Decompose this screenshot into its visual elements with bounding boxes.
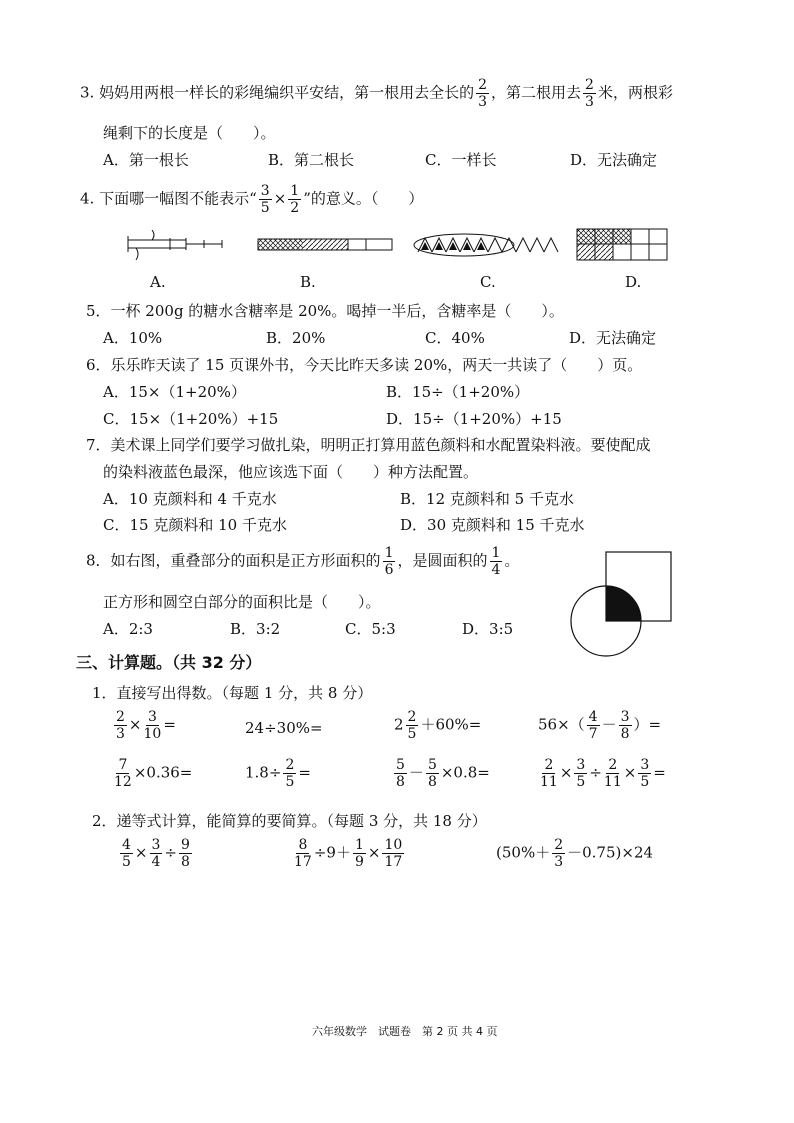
q3-line1: 3. 妈妈用两根一样长的彩绳编织平安结，第一根用去全长的 $\frac{2}{3}$ ，第二根用去 $\frac{2}{3}$ 米，两根彩: [80, 77, 673, 110]
figure-label-b: B.: [300, 273, 316, 291]
q4-line1: 4. 下面哪一幅图不能表示“ $\frac{3}{5}$ × $\frac{1}{2}$ ”的意义。（ ）: [80, 183, 424, 216]
q6-text: 6．乐乐昨天读了 15 页课外书，今天比昨天多读 20%，两天一共读了（ ）页。: [86, 356, 643, 374]
figure-d-grid: [576, 228, 672, 264]
calc1-expr-5: $\frac{7}{12}$ ×0.36=: [114, 757, 193, 790]
calc2-expr-3: (50%＋ $\frac{2}{3}$ －0.75)×24: [496, 837, 654, 870]
fraction: $\frac{3}{5}$: [260, 183, 270, 216]
triangle-mark: [530, 238, 544, 252]
calc1-title: 1．直接写出得数。（每题 1 分，共 8 分）: [92, 684, 373, 702]
q6-option-c: C．15×（1+20%）+15: [103, 410, 279, 428]
q7-option-b: B．12 克颜料和 5 千克水: [400, 490, 574, 508]
q5-option-a: A．10%: [103, 329, 163, 347]
calc1-expr-4: 56×（ $\frac{4}{7}$ － $\frac{3}{8}$ ）=: [538, 709, 662, 742]
page-footer: 六年级数学 试题卷 第 2 页 共 4 页: [312, 1025, 498, 1038]
q3-option-b: B．第二根长: [268, 151, 355, 169]
q7-option-a: A．10 克颜料和 4 千克水: [103, 490, 277, 508]
triangle-mark: [516, 238, 530, 252]
q8-option-b: B．3:2: [230, 620, 281, 638]
fraction: $\frac{1}{4}$: [491, 545, 501, 578]
figure-a-number-line: [122, 226, 232, 266]
q6-option-a: A．15×（1+20%）: [103, 383, 246, 401]
figure-b-bar: [258, 238, 394, 252]
calc1-expr-2: 24÷30%=: [245, 719, 323, 737]
calc2-expr-2: $\frac{8}{17}$ ÷9＋ $\frac{1}{9}$ × $\frac{10}{17}$: [294, 837, 403, 870]
q7-option-c: C．15 克颜料和 10 千克水: [103, 516, 287, 534]
triangle-mark: [488, 238, 502, 252]
calc2-title: 2．递等式计算，能简算的要简算。（每题 3 分，共 18 分）: [92, 812, 487, 830]
q6-option-d: D．15÷（1+20%）+15: [386, 410, 562, 428]
triangle-mark: [544, 238, 558, 252]
q8-number: 8．: [86, 551, 111, 570]
calc1-expr-7: $\frac{5}{8}$ － $\frac{5}{8}$ ×0.8=: [396, 757, 490, 790]
q5-option-d: D．无法确定: [569, 329, 657, 347]
q5-text: 5．一杯 200g 的糖水含糖率是 20%。喝掉一半后，含糖率是（ ）。: [86, 302, 564, 320]
fraction: $\frac{2}{3}$: [585, 77, 594, 110]
q3-option-a: A．第一根长: [103, 151, 189, 169]
figure-circle-square: [570, 550, 676, 660]
section3-title: 三、计算题。: [76, 653, 173, 672]
fraction: $\frac{1}{6}$: [384, 545, 394, 578]
q3-line2: 绳剩下的长度是（ ）。: [103, 124, 276, 142]
q3-text: 妈妈用两根一样长的彩绳编织平安结，第一根用去全长的: [99, 83, 475, 102]
q3-number: 3.: [80, 83, 95, 102]
q6-option-b: B．15÷（1+20%）: [386, 383, 530, 401]
q8-option-d: D．3:5: [462, 620, 514, 638]
q8-option-a: A．2:3: [103, 620, 153, 638]
q3-option-d: D．无法确定: [570, 151, 658, 169]
figure-label-d: D.: [625, 273, 642, 291]
fraction: $\frac{2}{3}$: [478, 77, 488, 110]
q5-option-b: B．20%: [266, 329, 326, 347]
fraction: $\frac{1}{2}$: [290, 183, 300, 216]
figure-c-triangles: [412, 232, 562, 262]
section3-heading: [76, 650, 261, 673]
q4-number: 4.: [80, 189, 95, 208]
figure-label-a: A.: [150, 273, 166, 291]
q7-option-d: D．30 克颜料和 15 千克水: [400, 516, 585, 534]
calc1-expr-3: 2 $\frac{2}{5}$ ＋60%=: [394, 709, 482, 742]
calc1-expr-6: 1.8÷ $\frac{2}{5}$ =: [245, 757, 311, 790]
q8-line1: 8．如右图，重叠部分的面积是正方形面积的 $\frac{1}{6}$ ，是圆面积的 $\frac{1}{4}$ 。: [86, 545, 520, 578]
q5-option-c: C．40%: [425, 329, 485, 347]
calc2-expr-1: $\frac{4}{5}$ × $\frac{3}{4}$ ÷ $\frac{9}{8}$: [122, 837, 190, 870]
section3-score: （共 32 分）: [172, 653, 262, 672]
q8-line2: 正方形和圆空白部分的面积比是（ ）。: [103, 593, 381, 611]
figure-label-c: C.: [480, 273, 496, 291]
q3-option-c: C．一样长: [425, 151, 497, 169]
calc1-expr-1: $\frac{2}{3}$ × $\frac{3}{10}$ =: [116, 709, 176, 742]
q7-line2: 的染料液蓝色最深，他应该选下面（ ）种方法配置。: [103, 463, 479, 481]
q8-option-c: C．5:3: [345, 620, 396, 638]
q7-line1: 7．美术课上同学们要学习做扎染，明明正打算用蓝色颜料和水配置染料液。要使配成: [86, 436, 651, 454]
calc1-expr-8: $\frac{2}{11}$ × $\frac{3}{5}$ ÷ $\frac{2}{11}$ × $\frac{3}{5}$ =: [540, 757, 666, 790]
